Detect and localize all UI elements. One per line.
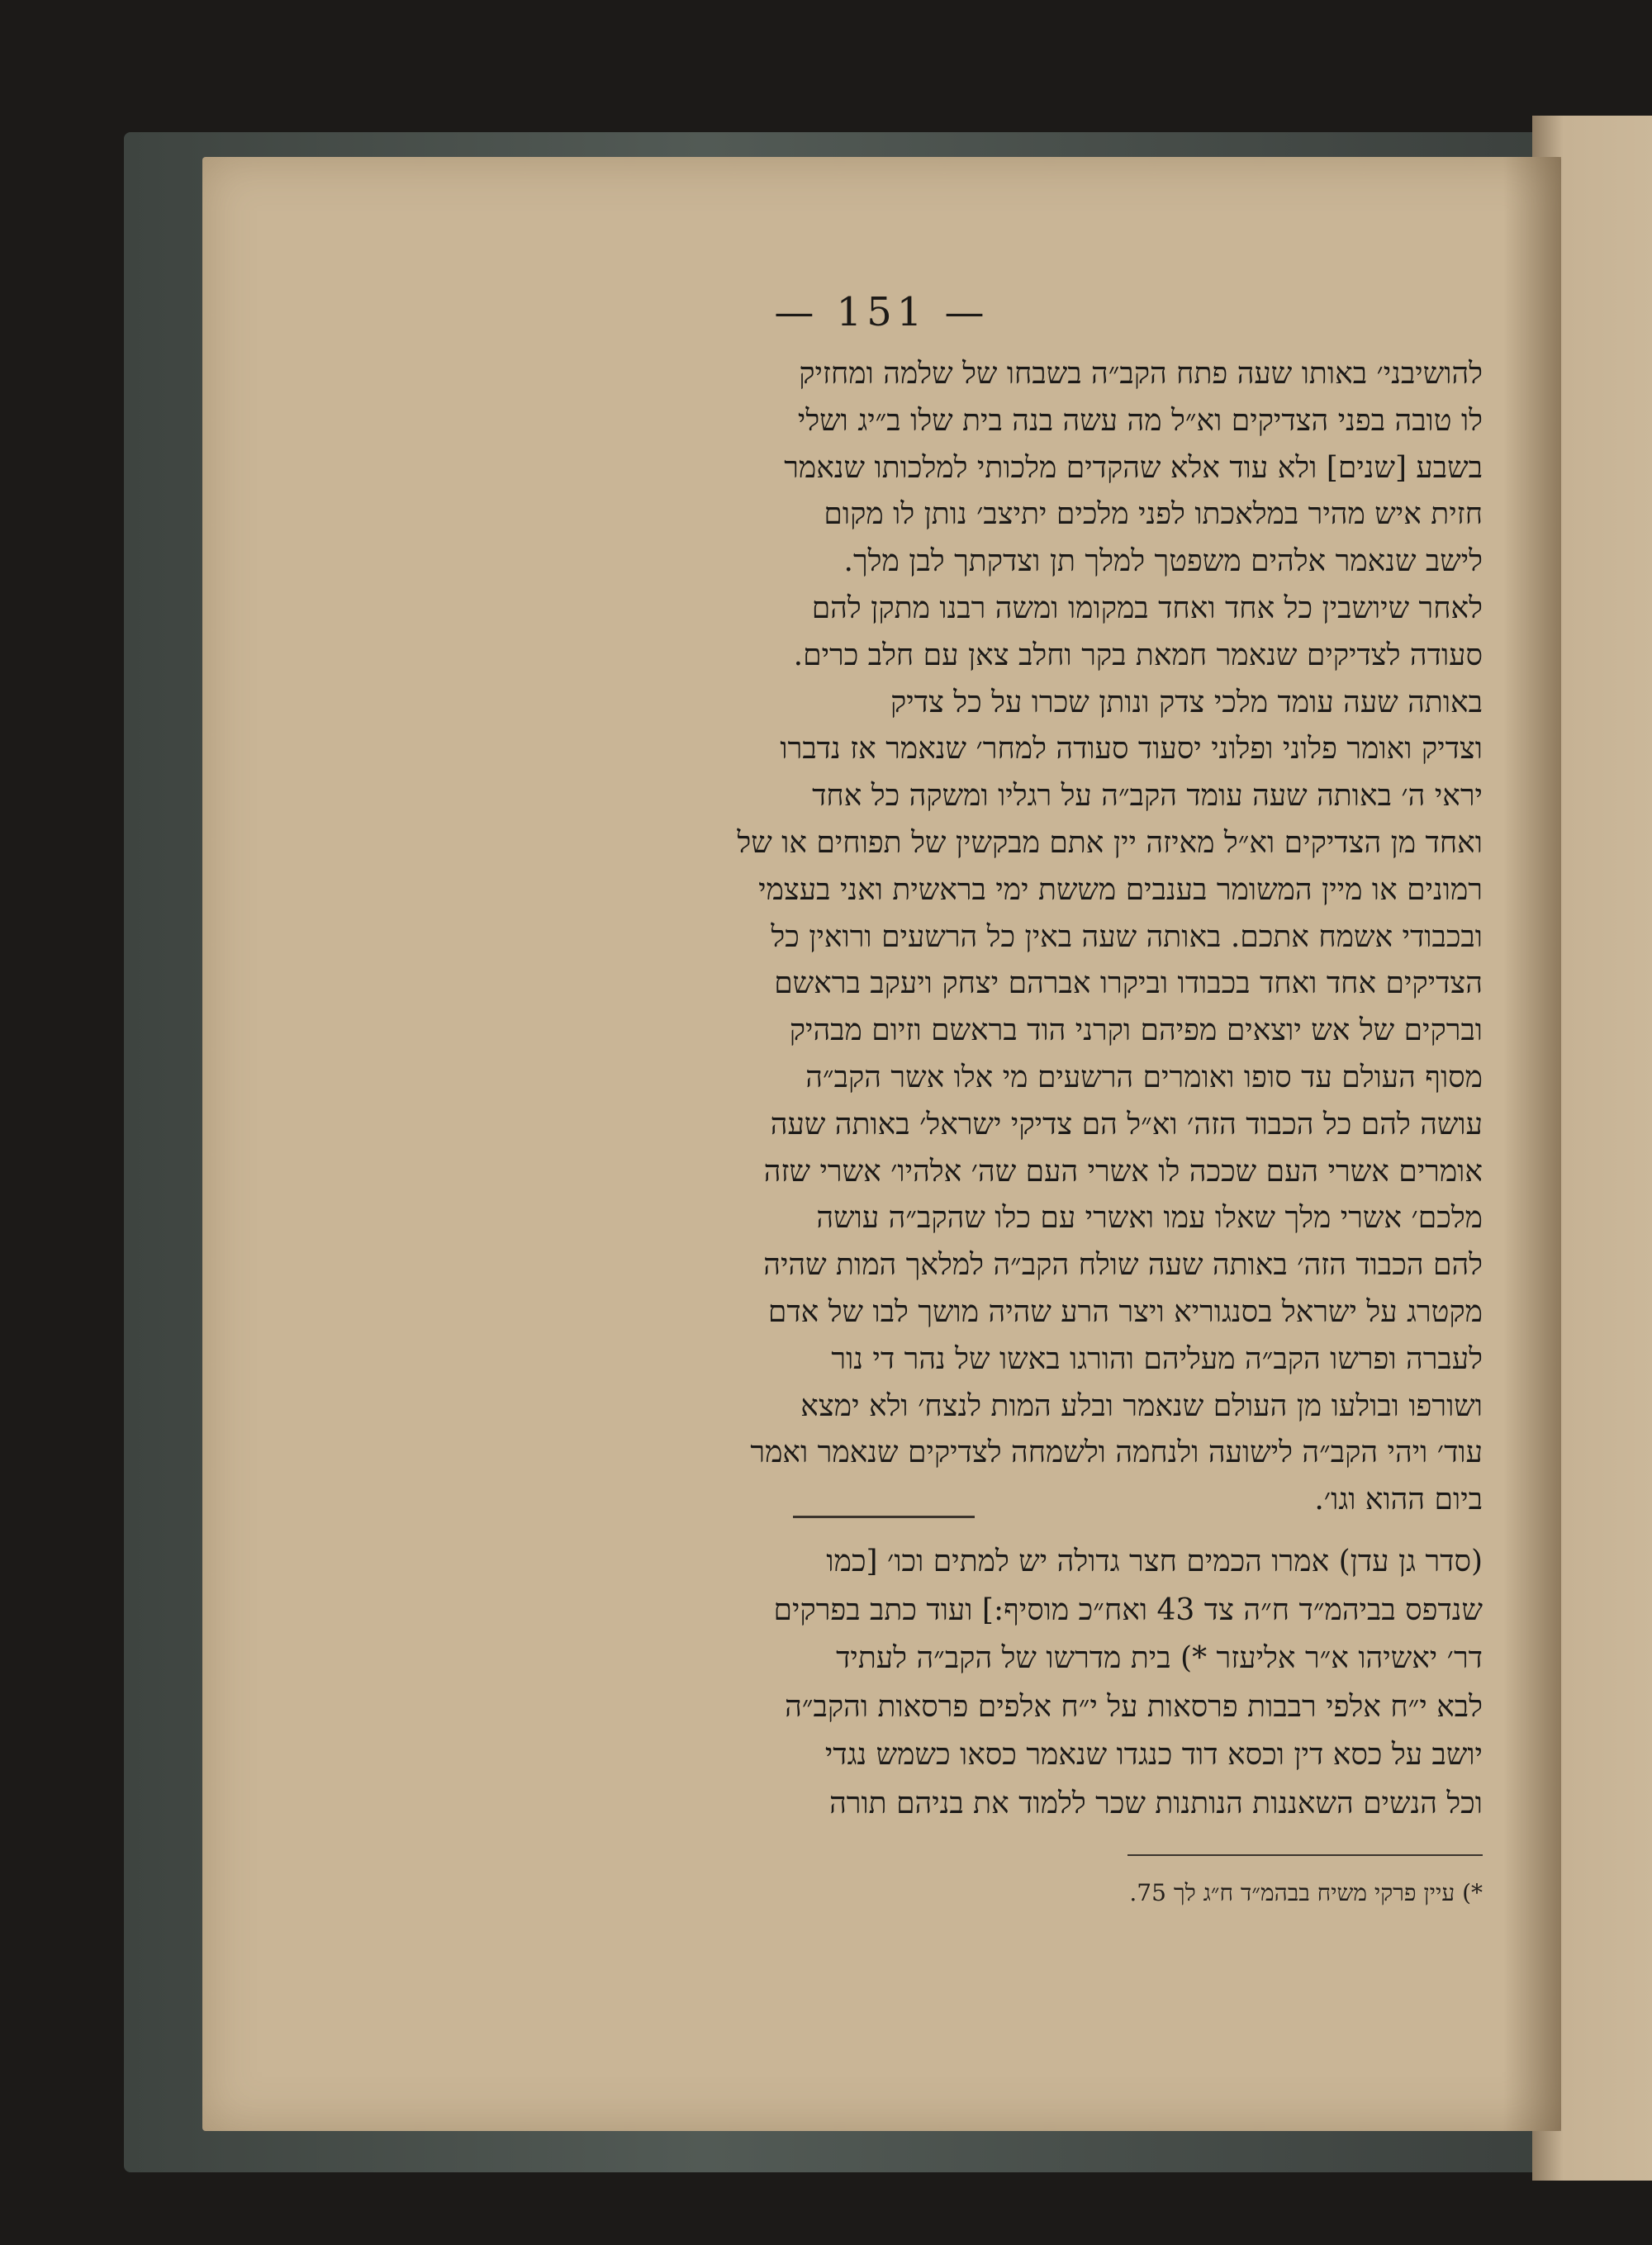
text-line: (סדר גן עדן) אמרו הכמים חצר גדולה יש למתים וכו׳ [כמו (826, 1545, 1483, 1578)
text-line: בשבע [שנים] ולא עוד אלא שהקדים מלכותי למלכותו שנאמר (784, 450, 1483, 485)
text-line: וברקים של אש יוצאים מפיהם וקרני הוד בראשם וזיום מבהיק (789, 1013, 1483, 1048)
text-line: וכל הנשים השאננות הנותנות שכר ללמוד את בניהם תורה (829, 1786, 1483, 1820)
text-line: לעברה ופרשו הקב״ה מעליהם והורגו באשו של נהר די נור (831, 1341, 1483, 1376)
text-line: להם הכבוד הזה׳ באותה שעה שולח הקב״ה למלאך המות שהיה (763, 1248, 1483, 1283)
text-line: לו טובה בפני הצדיקים וא״ל מה עשה בנה בית שלו ב״יג ושלי (797, 403, 1483, 438)
text-line: באותה שעה עומד מלכי צדק ונותן שכרו על כל צדיק (890, 685, 1483, 719)
text-line: מסוף העולם עד סופו ואומרים הרשעים מי אלו אשר הקב״ה (805, 1060, 1483, 1094)
second-section-block (417, 1538, 1483, 1829)
text-line: עושה להם כל הכבוד הזה׳ וא״ל הם צדיקי ישראל׳ באותה שעה (770, 1107, 1483, 1141)
page-number: — 151 — (774, 289, 990, 335)
text-line: דר׳ יאשיהו א״ר אליעזר *) בית מדרשו של הקב״ה לעתיד (836, 1641, 1483, 1676)
text-line: ובכבודי אשמח אתכם. באותה שעה באין כל הרשעים ורואין כל (771, 919, 1483, 954)
text-line: ואחד מן הצדיקים וא״ל מאיזה יין אתם מבקשין של תפוחים או של (737, 825, 1483, 860)
text-line: חזית איש מהיר במלאכתו לפני מלכים יתיצב׳ נותן לו מקום (824, 497, 1483, 532)
text-line: לאחר שיושבין כל אחד ואחד במקומו ומשה רבנו מתקן להם (811, 591, 1483, 625)
text-line: סעודה לצדיקים שנאמר חמאת בקר וחלב צאן עם חלב כרים. (793, 638, 1483, 672)
spine-shadow (1503, 157, 1561, 2131)
main-text-block (417, 351, 1483, 1524)
text-line: עוד׳ ויהי הקב״ה לישועה ולנחמה ולשמחה לצדיקים שנאמר ואמר (750, 1436, 1483, 1470)
text-line: ושורפו ובולעו מן העולם שנאמר ובלע המות לנצח׳ ולא ימצא (800, 1388, 1483, 1423)
text-line: רמונים או מיין המשומר בענבים מששת ימי בראשית ואני בעצמי (758, 872, 1483, 907)
text-line: מלכם׳ אשרי מלך שאלו עמו ואשרי עם כלו שהקב״ה עושה (816, 1201, 1483, 1236)
text-line: ביום ההוא וגו׳. (1314, 1483, 1483, 1517)
text-line: לבא י״ח אלפי רבבות פרסאות על י״ח אלפים פרסאות והקב״ה (785, 1689, 1483, 1724)
text-line: הצדיקים אחד ואחד בכבודו וביקרו אברהם יצחק ויעקב בראשם (774, 966, 1483, 1001)
text-line: לישב שנאמר אלהים משפטך למלך תן וצדקתך לבן מלך. (843, 544, 1483, 579)
text-line: אומרים אשרי העם שככה לו אשרי העם שה׳ אלהיו׳ אשרי שזה (763, 1154, 1483, 1189)
text-line: שנדפס בביהמ״ד ח״ה צד 43 ואח״כ מוסיף:] ועוד כתב בפרקים (773, 1592, 1483, 1627)
text-line: יראי ה׳ באותה שעה עומד הקב״ה על רגליו ומשקה כל אחד (812, 779, 1483, 814)
section-divider (793, 1516, 975, 1518)
book-page (202, 157, 1561, 2131)
text-line: להושיבני׳ באותו שעה פתח הקב״ה בשבחו של שלמה ומחזיק (799, 357, 1483, 391)
footnote: *) עיין פרקי משיח בבהמ״ד ח״ג לך 75. (1129, 1879, 1483, 1906)
footnote-rule (1127, 1854, 1483, 1856)
text-line: מקטרג על ישראל בסנגוריא ויצר הרע שהיה מושך לבו של אדם (767, 1294, 1483, 1329)
text-line: יושב על כסא דין וכסא דוד כנגדו שנאמר כסאו כשמש נגדי (824, 1738, 1483, 1773)
text-line: וצדיק ואומר פלוני ופלוני יסעוד סעודה למחר׳ שנאמר אז נדברו (780, 732, 1483, 767)
